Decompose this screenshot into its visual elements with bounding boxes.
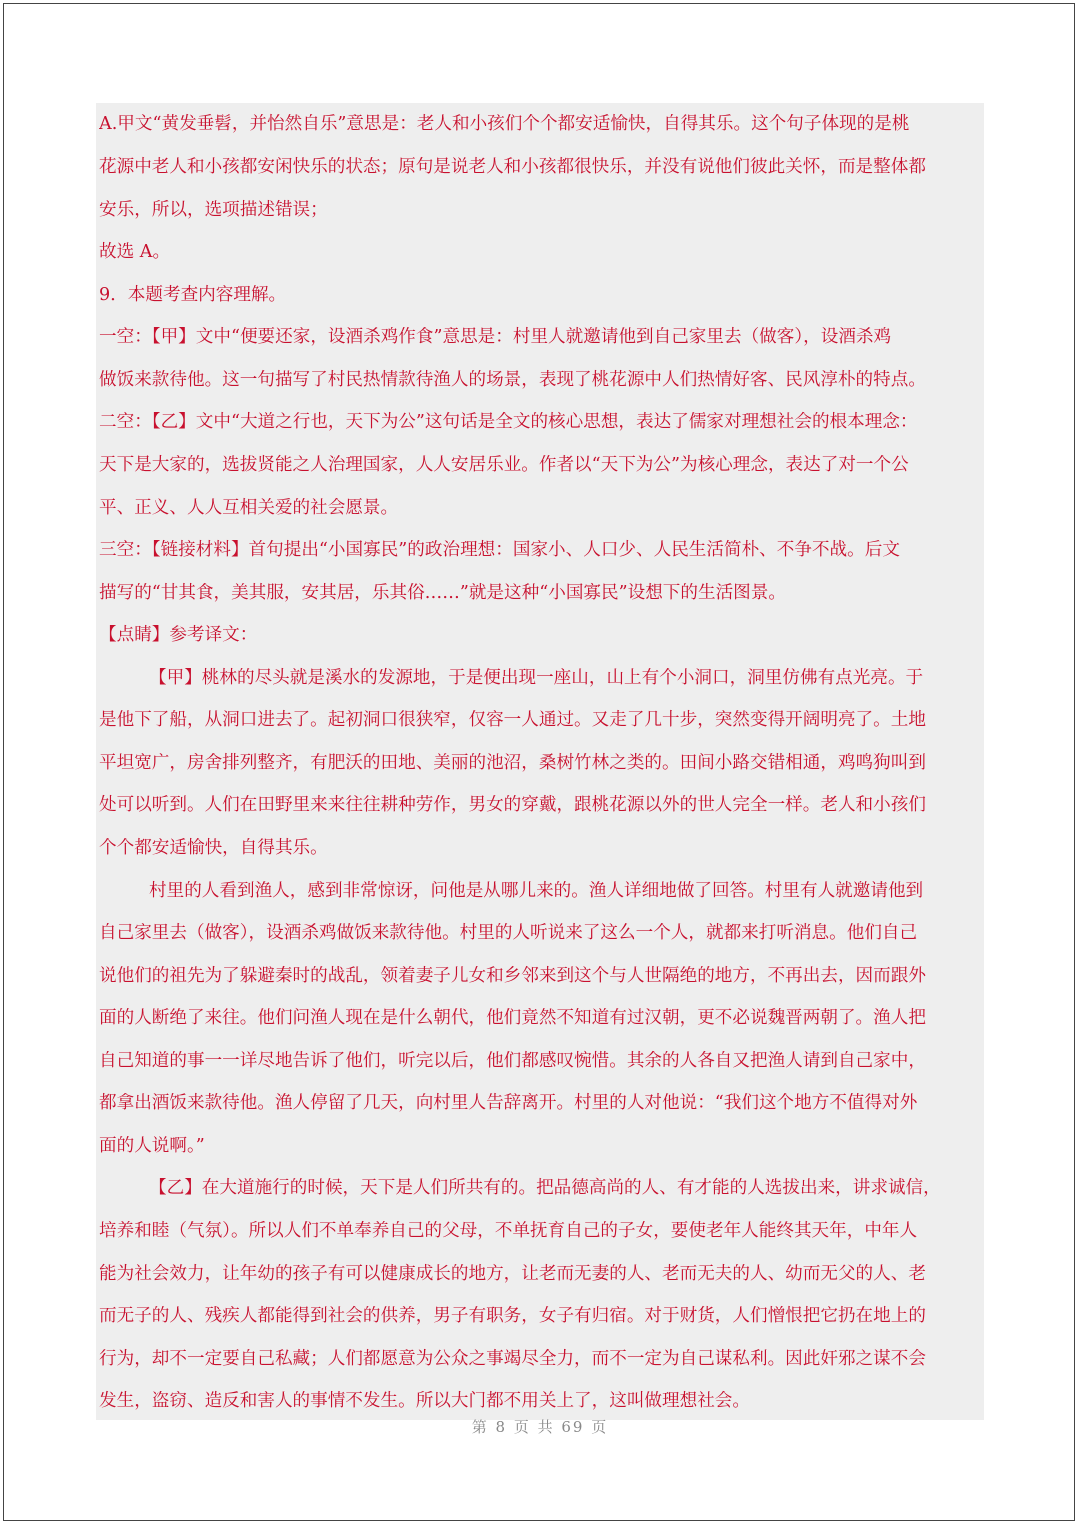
text-line: 安乐，所以，选项描述错误； <box>99 200 328 220</box>
text-line: 花源中老人和小孩都安闲快乐的状态；原句是说老人和小孩都很快乐，并没有说他们彼此关怀，而是整体都 <box>99 157 926 177</box>
text-line: 说他们的祖先为了躲避秦时的战乱，领着妻子儿女和乡邻来到这个与人世隔绝的地方，不再出去，因而跟外 <box>99 966 926 986</box>
text-line: 【甲】桃林的尽头就是溪水的发源地，于是便出现一座山，山上有个小洞口，洞里仿佛有点光亮。于 <box>149 668 924 688</box>
text-line: 村里的人看到渔人，感到非常惊讶，问他是从哪儿来的。渔人详细地做了回答。村里有人就邀请他到 <box>149 881 924 901</box>
text-line: 行为，却不一定要自己私藏；人们都愿意为公众之事竭尽全力，而不一定为自己谋私利。因此奸邪之谋不会 <box>99 1349 926 1369</box>
text-line: 培养和睦（气氛）。所以人们不单奉养自己的父母，不单抚育自己的子女，要使老年人能终其天年，中年人 <box>99 1221 918 1241</box>
text-line: 9．本题考查内容理解。 <box>99 285 287 305</box>
text-line: 平坦宽广，房舍排列整齐，有肥沃的田地、美丽的池沼，桑树竹林之类的。田间小路交错相通，鸡鸣狗叫到 <box>99 753 926 773</box>
text-line: 个个都安适愉快，自得其乐。 <box>99 838 328 858</box>
answer-content <box>96 103 984 1420</box>
text-line: 天下是大家的，选拔贤能之人治理国家，人人安居乐业。作者以“天下为公”为核心理念，表达了对一个公 <box>99 455 909 475</box>
text-line: 二空：【乙】文中“大道之行也，天下为公”这句话是全文的核心思想，表达了儒家对理想社会的根本理念： <box>99 412 918 432</box>
text-line: 能为社会效力，让年幼的孩子有可以健康成长的地方，让老而无妻的人、老而无夫的人、幼而无父的人、老 <box>99 1264 926 1284</box>
text-line: 描写的“甘其食，美其服，安其居，乐其俗……”就是这种“小国寡民”设想下的生活图景。 <box>99 583 786 603</box>
page-footer: 第 8 页 共 69 页 <box>471 1418 609 1436</box>
text-line: 【乙】在大道施行的时候，天下是人们所共有的。把品德高尚的人、有才能的人选拔出来，讲求诚信， <box>149 1178 941 1198</box>
text-line: A.甲文“黄发垂髫，并怡然自乐”意思是：老人和小孩们个个都安适愉快，自得其乐。这个句子体现的是桃 <box>99 114 910 134</box>
text-line: 三空：【链接材料】首句提出“小国寡民”的政治理想：国家小、人口少、人民生活简朴、不争不战。后文 <box>99 540 900 560</box>
text-line: 自己知道的事一一详尽地告诉了他们，听完以后，他们都感叹惋惜。其余的人各自又把渔人请到自己家中， <box>99 1051 926 1071</box>
text-line: 而无子的人、残疾人都能得到社会的供养，男子有职务，女子有归宿。对于财货，人们憎恨把它扔在地上的 <box>99 1306 926 1326</box>
text-line: 故选 A。 <box>99 242 171 262</box>
text-line: 发生，盗窃、造反和害人的事情不发生。所以大门都不用关上了，这叫做理想社会。 <box>99 1391 750 1411</box>
text-line: 都拿出酒饭来款待他。渔人停留了几天，向村里人告辞离开。村里的人对他说：“我们这个地方不值得对外 <box>99 1093 918 1113</box>
text-line: 面的人说啊。” <box>99 1136 205 1156</box>
text-line: 一空：【甲】文中“便要还家，设酒杀鸡作食”意思是：村里人就邀请他到自己家里去（做客），设酒杀鸡 <box>99 327 892 347</box>
text-line: 是他下了船，从洞口进去了。起初洞口很狭窄，仅容一人通过。又走了几十步，突然变得开阔明亮了。土地 <box>99 710 926 730</box>
text-line: 自己家里去（做客），设酒杀鸡做饭来款待他。村里的人听说来了这么一个人，就都来打听消息。他们自己 <box>99 923 918 943</box>
text-line: 做饭来款待他。这一句描写了村民热情款待渔人的场景，表现了桃花源中人们热情好客、民风淳朴的特点。 <box>99 370 926 390</box>
text-line: 平、正义、人人互相关爱的社会愿景。 <box>99 498 399 518</box>
text-line: 面的人断绝了来往。他们问渔人现在是什么朝代，他们竟然不知道有过汉朝，更不必说魏晋两朝了。渔人把 <box>99 1008 926 1028</box>
text-line: 处可以听到。人们在田野里来来往往耕种劳作，男女的穿戴，跟桃花源以外的世人完全一样。老人和小孩们 <box>99 795 926 815</box>
text-line: 【点睛】参考译文： <box>99 625 258 645</box>
